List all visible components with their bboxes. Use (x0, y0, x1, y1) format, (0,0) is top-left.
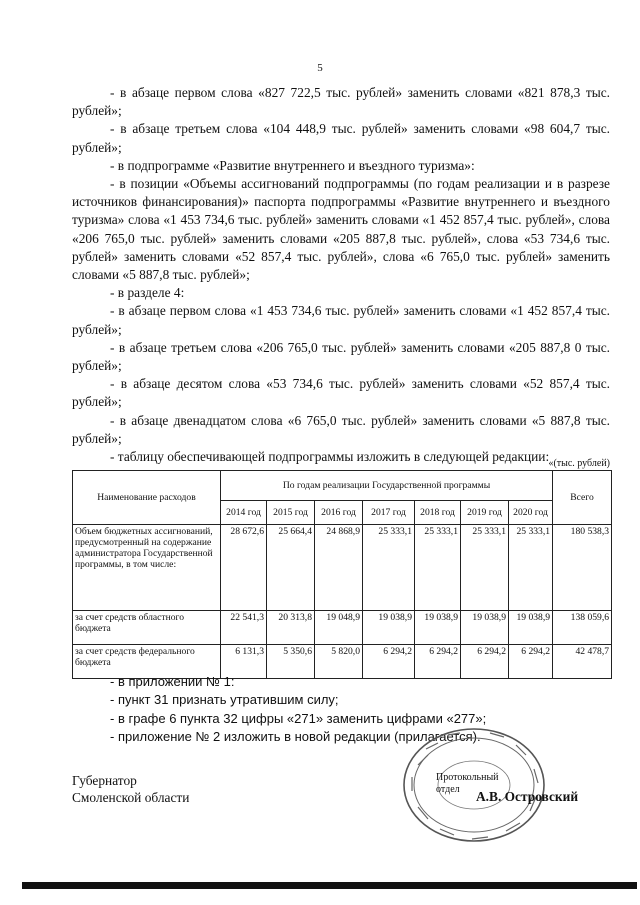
table-row (73, 525, 612, 611)
paragraph: - в подпрограмме «Развитие внутреннего и въездного туризма»: (110, 157, 475, 173)
header-total: Всего (553, 471, 612, 525)
list-item: - в графе 6 пункта 32 цифры «271» заменить цифрами «277»; (110, 710, 487, 726)
table-row (73, 611, 612, 645)
stamp-line: отдел (436, 784, 460, 795)
year-header: 2016 год (315, 501, 363, 525)
table-header-row (73, 471, 612, 501)
year-header: 2019 год (461, 501, 509, 525)
header-name: Наименование расходов (73, 471, 221, 525)
list-item: - пункт 31 признать утратившим силу; (110, 692, 339, 708)
cell-value: 19 038,9 (363, 611, 415, 645)
year-header: 2015 год (267, 501, 315, 525)
cell-value: 19 048,9 (315, 611, 363, 645)
cell-total: 180 538,3 (553, 525, 612, 611)
year-header: 2017 год (363, 501, 415, 525)
paragraph: - в разделе 4: (110, 285, 185, 301)
governor-title-line: Губернатор (72, 773, 137, 788)
footer-bar (22, 882, 637, 889)
cell-value: 19 038,9 (415, 611, 461, 645)
paragraph: - в абзаце третьем слова «104 448,9 тыс. рублей» заменить словами «98 604,7 тыс. рублей»; (72, 121, 610, 155)
page-number: 5 (317, 62, 323, 74)
paragraph: - в абзаце третьем слова «206 765,0 тыс. рублей» заменить словами «205 887,8 0 тыс. рублей»; (72, 339, 610, 374)
cell-value: 19 038,9 (509, 611, 553, 645)
cell-value: 6 294,2 (461, 645, 509, 679)
governor-title-line: Смоленской области (72, 790, 190, 805)
paragraph: - в абзаце первом слова «1 453 734,6 тыс. рублей» заменить словами «1 452 857,4 тыс. рублей»; (72, 303, 610, 337)
cell-value: 19 038,9 (461, 611, 509, 645)
cell-value: 6 131,3 (221, 645, 267, 679)
row-label: за счет средств областного бюджета (73, 611, 221, 645)
year-header: 2020 год (509, 501, 553, 525)
row-label: Объем бюджетных ассигнований, предусмотренный на содержание администратора Государственной программы, в том числе: (73, 525, 221, 611)
cell-total: 42 478,7 (553, 645, 612, 679)
year-header: 2018 год (415, 501, 461, 525)
paragraph: - в абзаце двенадцатом слова «6 765,0 тыс. рублей» заменить словами «5 887,8 тыс. рублей»; (72, 412, 610, 446)
governor-title (72, 772, 189, 806)
spending-table (72, 470, 612, 679)
cell-value: 25 664,4 (267, 525, 315, 611)
body-text (72, 84, 610, 466)
list-item: - приложение № 2 изложить в новой редакции (прилагается). (110, 728, 481, 744)
cell-value: 24 868,9 (315, 525, 363, 611)
paragraph: - таблицу обеспечивающей подпрограммы изложить в следующей редакции: (110, 449, 550, 465)
header-years-group: По годам реализации Государственной программы (221, 471, 553, 501)
cell-value: 25 333,1 (363, 525, 415, 611)
cell-value: 6 294,2 (509, 645, 553, 679)
paragraph: - в абзаце первом слова «827 722,5 тыс. рублей» заменить словами «821 878,3 тыс. рублей»; (72, 85, 610, 119)
cell-value: 5 350,6 (267, 645, 315, 679)
stamp-line: Протокольный (436, 772, 499, 783)
year-header: 2014 год (221, 501, 267, 525)
cell-value: 22 541,3 (221, 611, 267, 645)
list-item: - в приложении № 1: (110, 674, 235, 689)
cell-total: 138 059,6 (553, 611, 612, 645)
signer-name: А.В. Островский (476, 789, 579, 804)
cell-value: 20 313,8 (267, 611, 315, 645)
table-unit-note: «(тыс. рублей) (548, 458, 610, 469)
cell-value: 25 333,1 (509, 525, 553, 611)
cell-value: 28 672,6 (221, 525, 267, 611)
cell-value: 25 333,1 (415, 525, 461, 611)
paragraph: - в позиции «Объемы ассигнований подпрограммы (по годам реализации и в разрезе источников финансирования)» паспорта подпрограммы «Развитие внутреннего и въездного туризма» слова «1 453 734,6 тыс. рублей» заменить словами «1 452 857,4 тыс. рублей», слова «206 765,0 тыс. рублей» заменить словами «205 887,8 тыс. рублей», слова «53 734,6 тыс. рублей» заменить словами «52 857,4 тыс. рублей», слова «6 765,0 тыс. рублей» заменить словами «5 887,8 тыс. рублей»; (72, 176, 610, 283)
cell-value: 25 333,1 (461, 525, 509, 611)
cell-value: 5 820,0 (315, 645, 363, 679)
row-label: за счет средств федерального бюджета (73, 645, 221, 679)
cell-value: 6 294,2 (363, 645, 415, 679)
paragraph: - в абзаце десятом слова «53 734,6 тыс. рублей» заменить словами «52 857,4 тыс. рублей»; (72, 376, 610, 410)
cell-value: 6 294,2 (415, 645, 461, 679)
